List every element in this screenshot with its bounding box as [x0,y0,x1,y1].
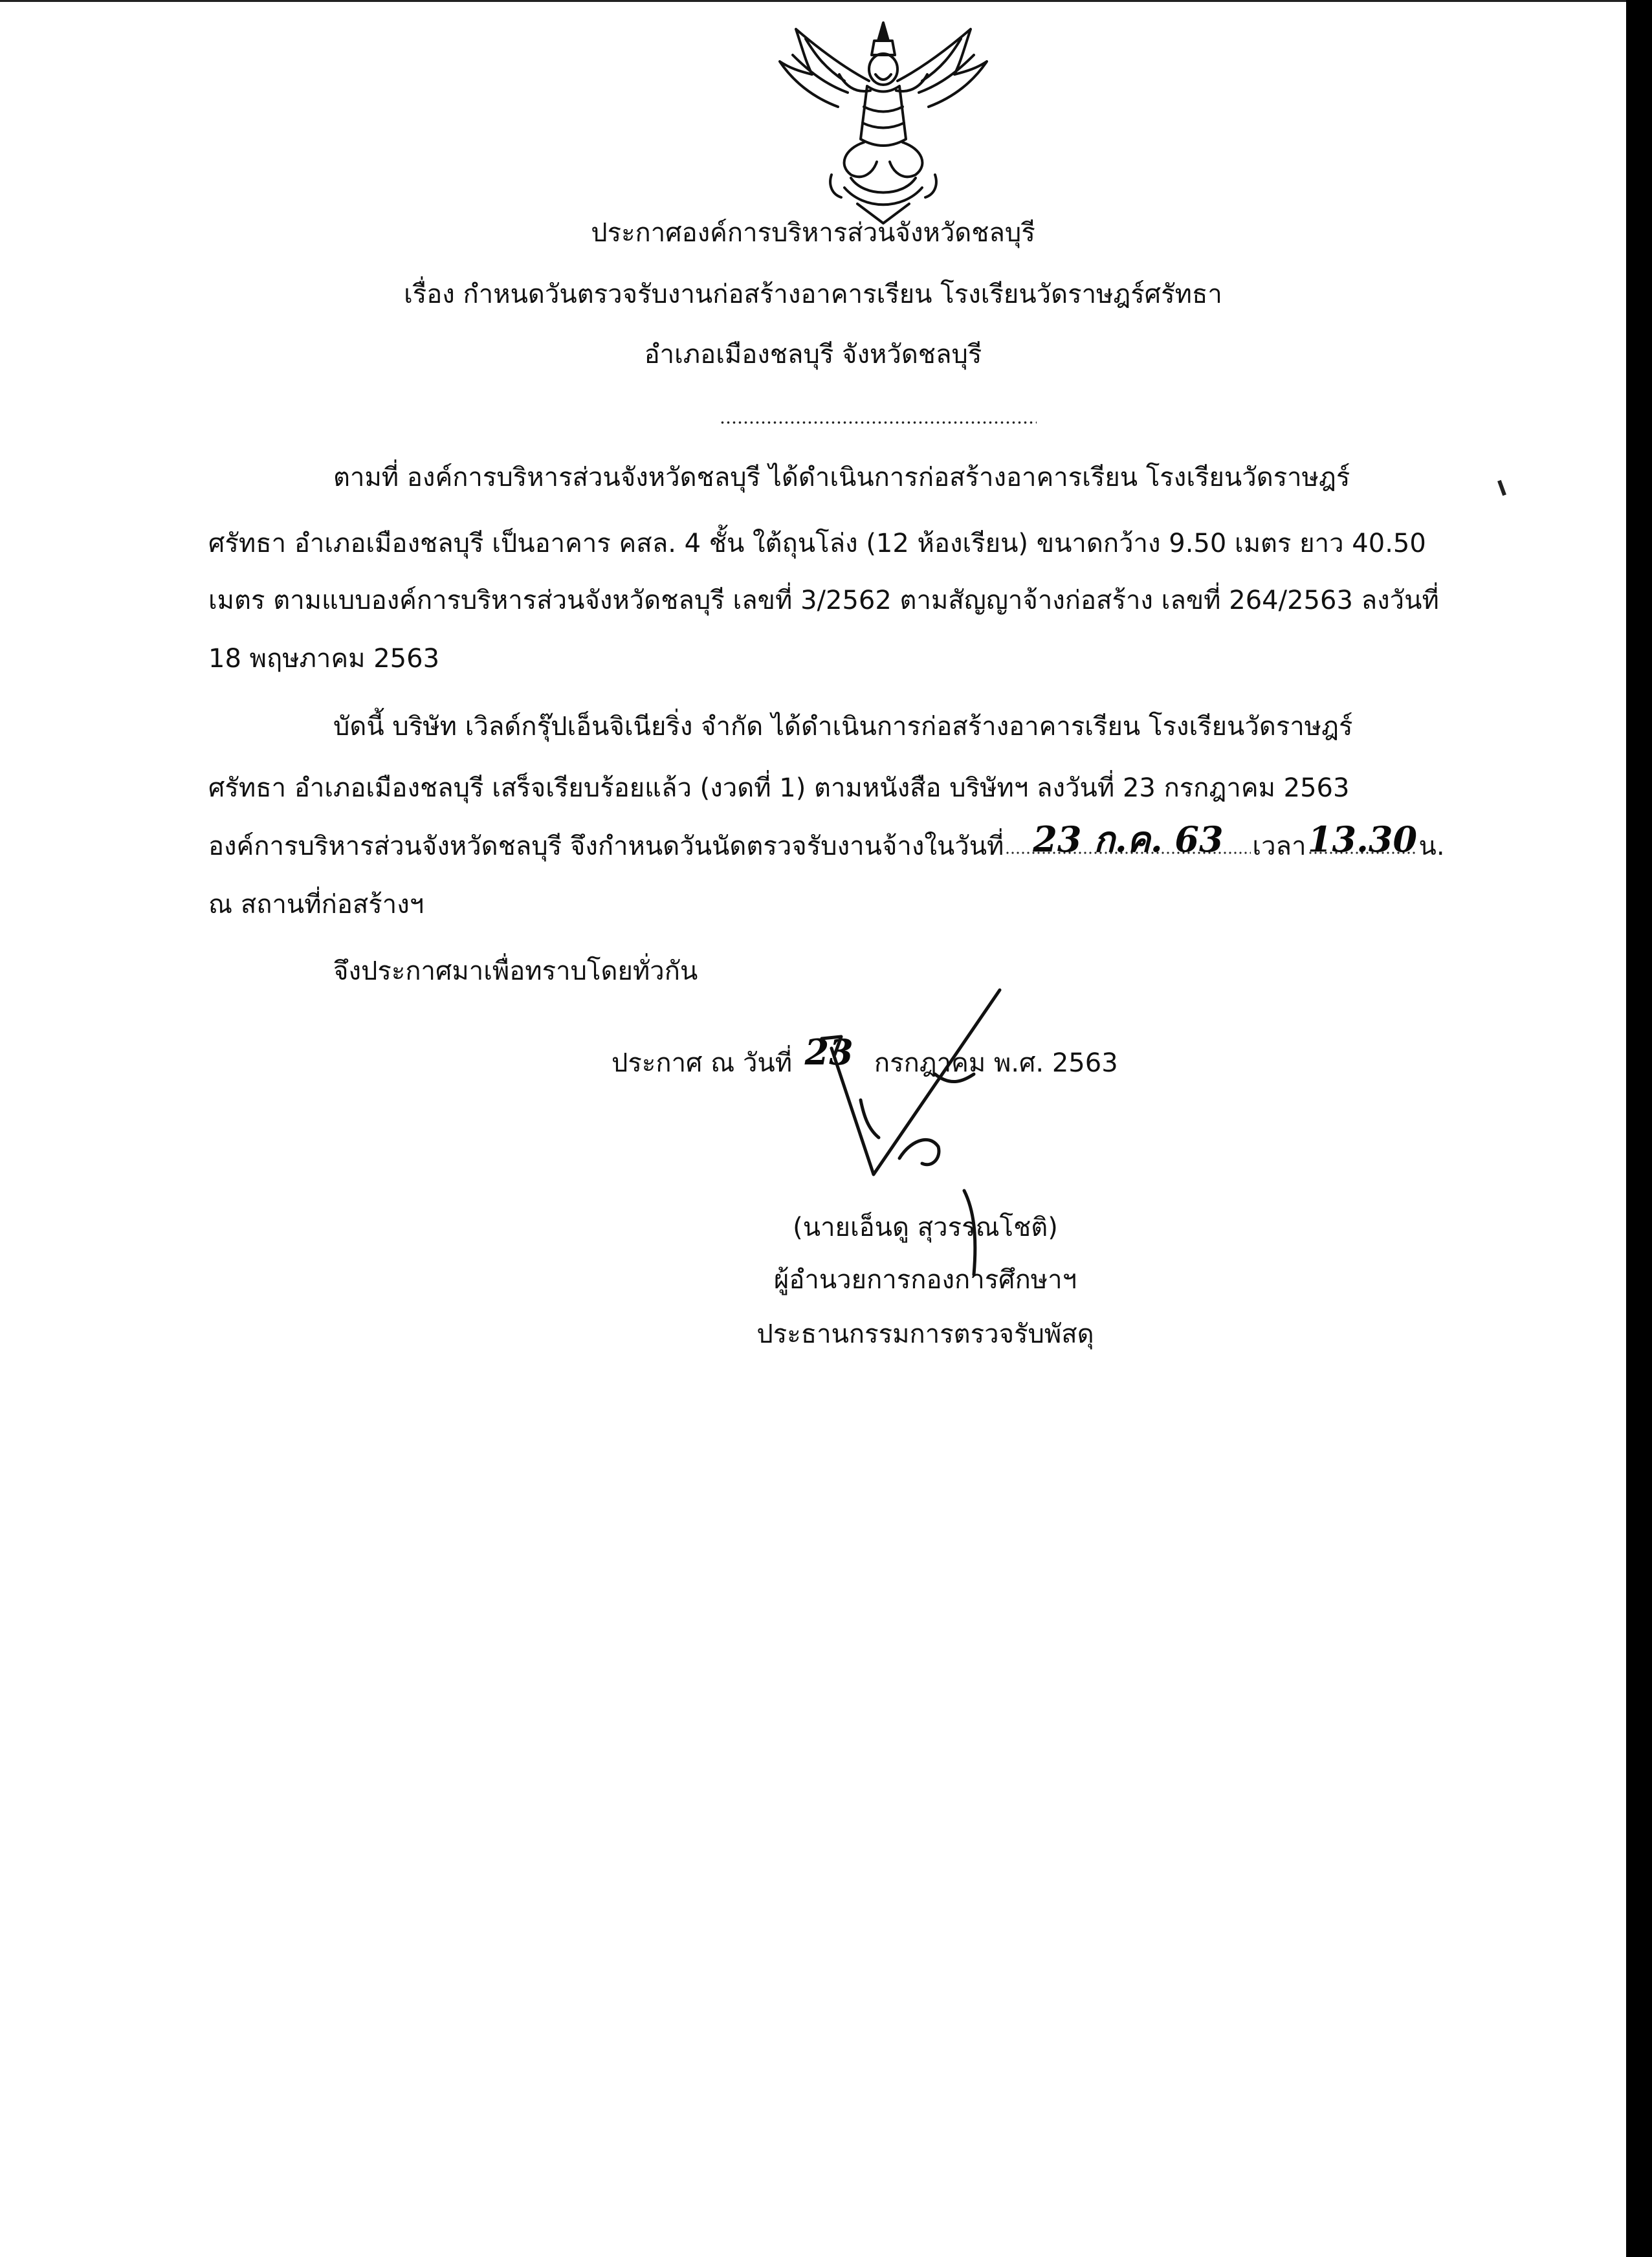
announcement-location: อำเภอเมืองชลบุรี จังหวัดชลบุรี [644,340,982,369]
para2-line4: ณ สถานที่ก่อสร้างฯ [208,890,424,919]
signatory-name: (นายเอ็นดู สุวรรณโชติ) [793,1213,1058,1242]
closing-statement: จึงประกาศมาเพื่อทราบโดยทั่วกัน [333,956,698,986]
inspection-date-prefix: องค์การบริหารส่วนจังหวัดชลบุรี จึงกำหนดวันนัดตรวจรับงานจ้างในวันที่ [208,831,1004,861]
scan-top-edge [0,0,1652,2]
inspection-time-label: เวลา [1252,831,1306,861]
para1-line3: เมตร ตามแบบองค์การบริหารส่วนจังหวัดชลบุรี เลขที่ 3/2562 ตามสัญญาจ้างก่อสร้าง เลขที่ 264/2563 ลงวันที่ [208,586,1439,615]
inspection-time-suffix: น. [1418,831,1445,861]
para2-line2: ศรัทธา อำเภอเมืองชลบุรี เสร็จเรียบร้อยแล้ว (งวดที่ 1) ตามหนังสือ บริษัทฯ ลงวันที่ 23 กรกฎาคม 2563 [208,773,1350,803]
para2-line3 [208,819,1445,864]
stray-mark [1497,480,1506,496]
para2-line1: บัดนี้ บริษัท เวิลด์กรุ๊ปเอ็นจิเนียริ่ง จำกัด ได้ดำเนินการก่อสร้างอาคารเรียน โรงเรียนวัดราษฎร์ [333,712,1353,742]
signatory-role: ประธานกรรมการตรวจรับพัสดุ [756,1319,1094,1349]
scan-right-edge [1626,0,1652,2257]
para1-line4: 18 พฤษภาคม 2563 [208,644,440,674]
announcement-date-prefix: ประกาศ ณ วันที่ [611,1048,793,1078]
announcement-subject: เรื่อง กำหนดวันตรวจรับงานก่อสร้างอาคารเรียน โรงเรียนวัดราษฎร์ศรัทธา [404,280,1222,309]
inspection-time-handwritten: 13.30 [1307,819,1418,860]
title-divider [720,421,1037,424]
announcement-month: กรกฎาคม [874,1048,986,1078]
garuda-emblem [767,10,1000,230]
inspection-date-field [1005,819,1251,860]
inspection-date-handwritten: 23 ก.ค. 63 [1033,819,1224,860]
signatory-position: ผู้อำนวยการกองการศึกษาฯ [773,1265,1077,1295]
announcement-title: ประกาศองค์การบริหารส่วนจังหวัดชลบุรี [591,218,1035,248]
para1-line2: ศรัทธา อำเภอเมืองชลบุรี เป็นอาคาร คสล. 4 ชั้น ใต้ถุนโล่ง (12 ห้องเรียน) ขนาดกว้าง 9.50 เมตร ยาว 40.50 [208,529,1426,558]
announcement-day-handwritten: 23 [804,1031,854,1073]
announcement-year: พ.ศ. 2563 [993,1048,1118,1078]
inspection-time-field [1307,819,1418,860]
para1-line1: ตามที่ องค์การบริหารส่วนจังหวัดชลบุรี ได้ดำเนินการก่อสร้างอาคารเรียน โรงเรียนวัดราษฎร์ [333,463,1350,492]
